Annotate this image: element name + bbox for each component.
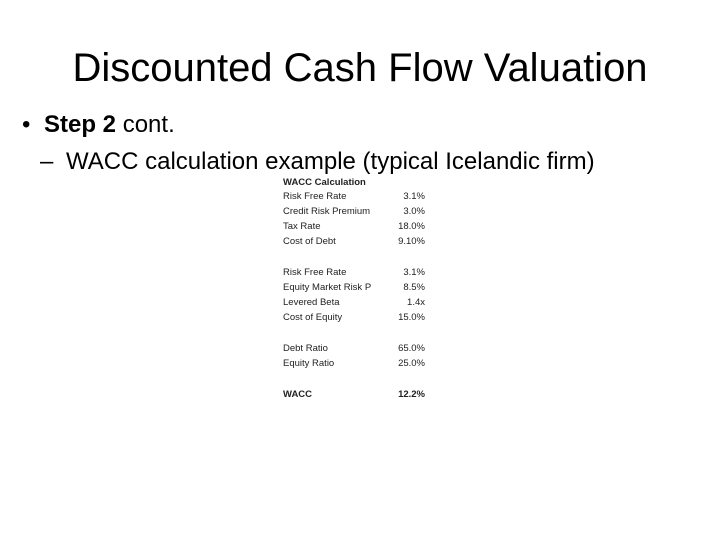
table-row [283, 310, 425, 325]
row-value: 3.1% [403, 191, 425, 202]
row-value: 65.0% [398, 343, 425, 354]
row-label: Debt Ratio [283, 343, 328, 354]
row-label: Cost of Equity [283, 312, 343, 323]
wacc-value: 12.2% [398, 389, 425, 400]
slide-title: Discounted Cash Flow Valuation [72, 46, 648, 90]
table-row [283, 189, 425, 204]
table-row [283, 234, 425, 249]
table-row [283, 265, 425, 280]
wacc-result-row [283, 387, 425, 402]
row-label: Levered Beta [283, 297, 340, 308]
step-continued: cont. [116, 111, 175, 138]
row-label: Credit Risk Premium [283, 206, 371, 217]
row-value: 18.0% [398, 221, 425, 232]
bullet-dot: • [22, 111, 31, 138]
row-value: 25.0% [398, 358, 425, 369]
row-label: Equity Ratio [283, 358, 335, 369]
wacc-table-heading: WACC Calculation [283, 177, 366, 188]
sub-bullet-text: WACC calculation example (typical Icelandic firm) [66, 148, 595, 175]
table-row [283, 219, 425, 234]
table-row [283, 356, 425, 371]
spacer [283, 325, 425, 341]
sub-bullet-dash: – [40, 148, 54, 175]
table-row [283, 295, 425, 310]
table-row [283, 280, 425, 295]
row-value: 15.0% [398, 312, 425, 323]
row-label: Cost of Debt [283, 236, 336, 247]
step-label: Step 2 [44, 111, 117, 138]
row-label: Equity Market Risk P [283, 282, 372, 293]
row-value: 8.5% [403, 282, 425, 293]
row-label: Risk Free Rate [283, 267, 347, 278]
table-row [283, 204, 425, 219]
row-label: Tax Rate [283, 221, 321, 232]
row-label: Risk Free Rate [283, 191, 347, 202]
wacc-table [283, 176, 425, 402]
row-value: 1.4x [407, 297, 425, 308]
spacer [283, 249, 425, 265]
spacer [283, 371, 425, 387]
bullet-step [22, 110, 175, 140]
row-value: 3.1% [403, 267, 425, 278]
table-row [283, 341, 425, 356]
row-value: 3.0% [403, 206, 425, 217]
sub-bullet [40, 147, 595, 177]
row-value: 9.10% [398, 236, 425, 247]
wacc-label: WACC [283, 389, 313, 400]
